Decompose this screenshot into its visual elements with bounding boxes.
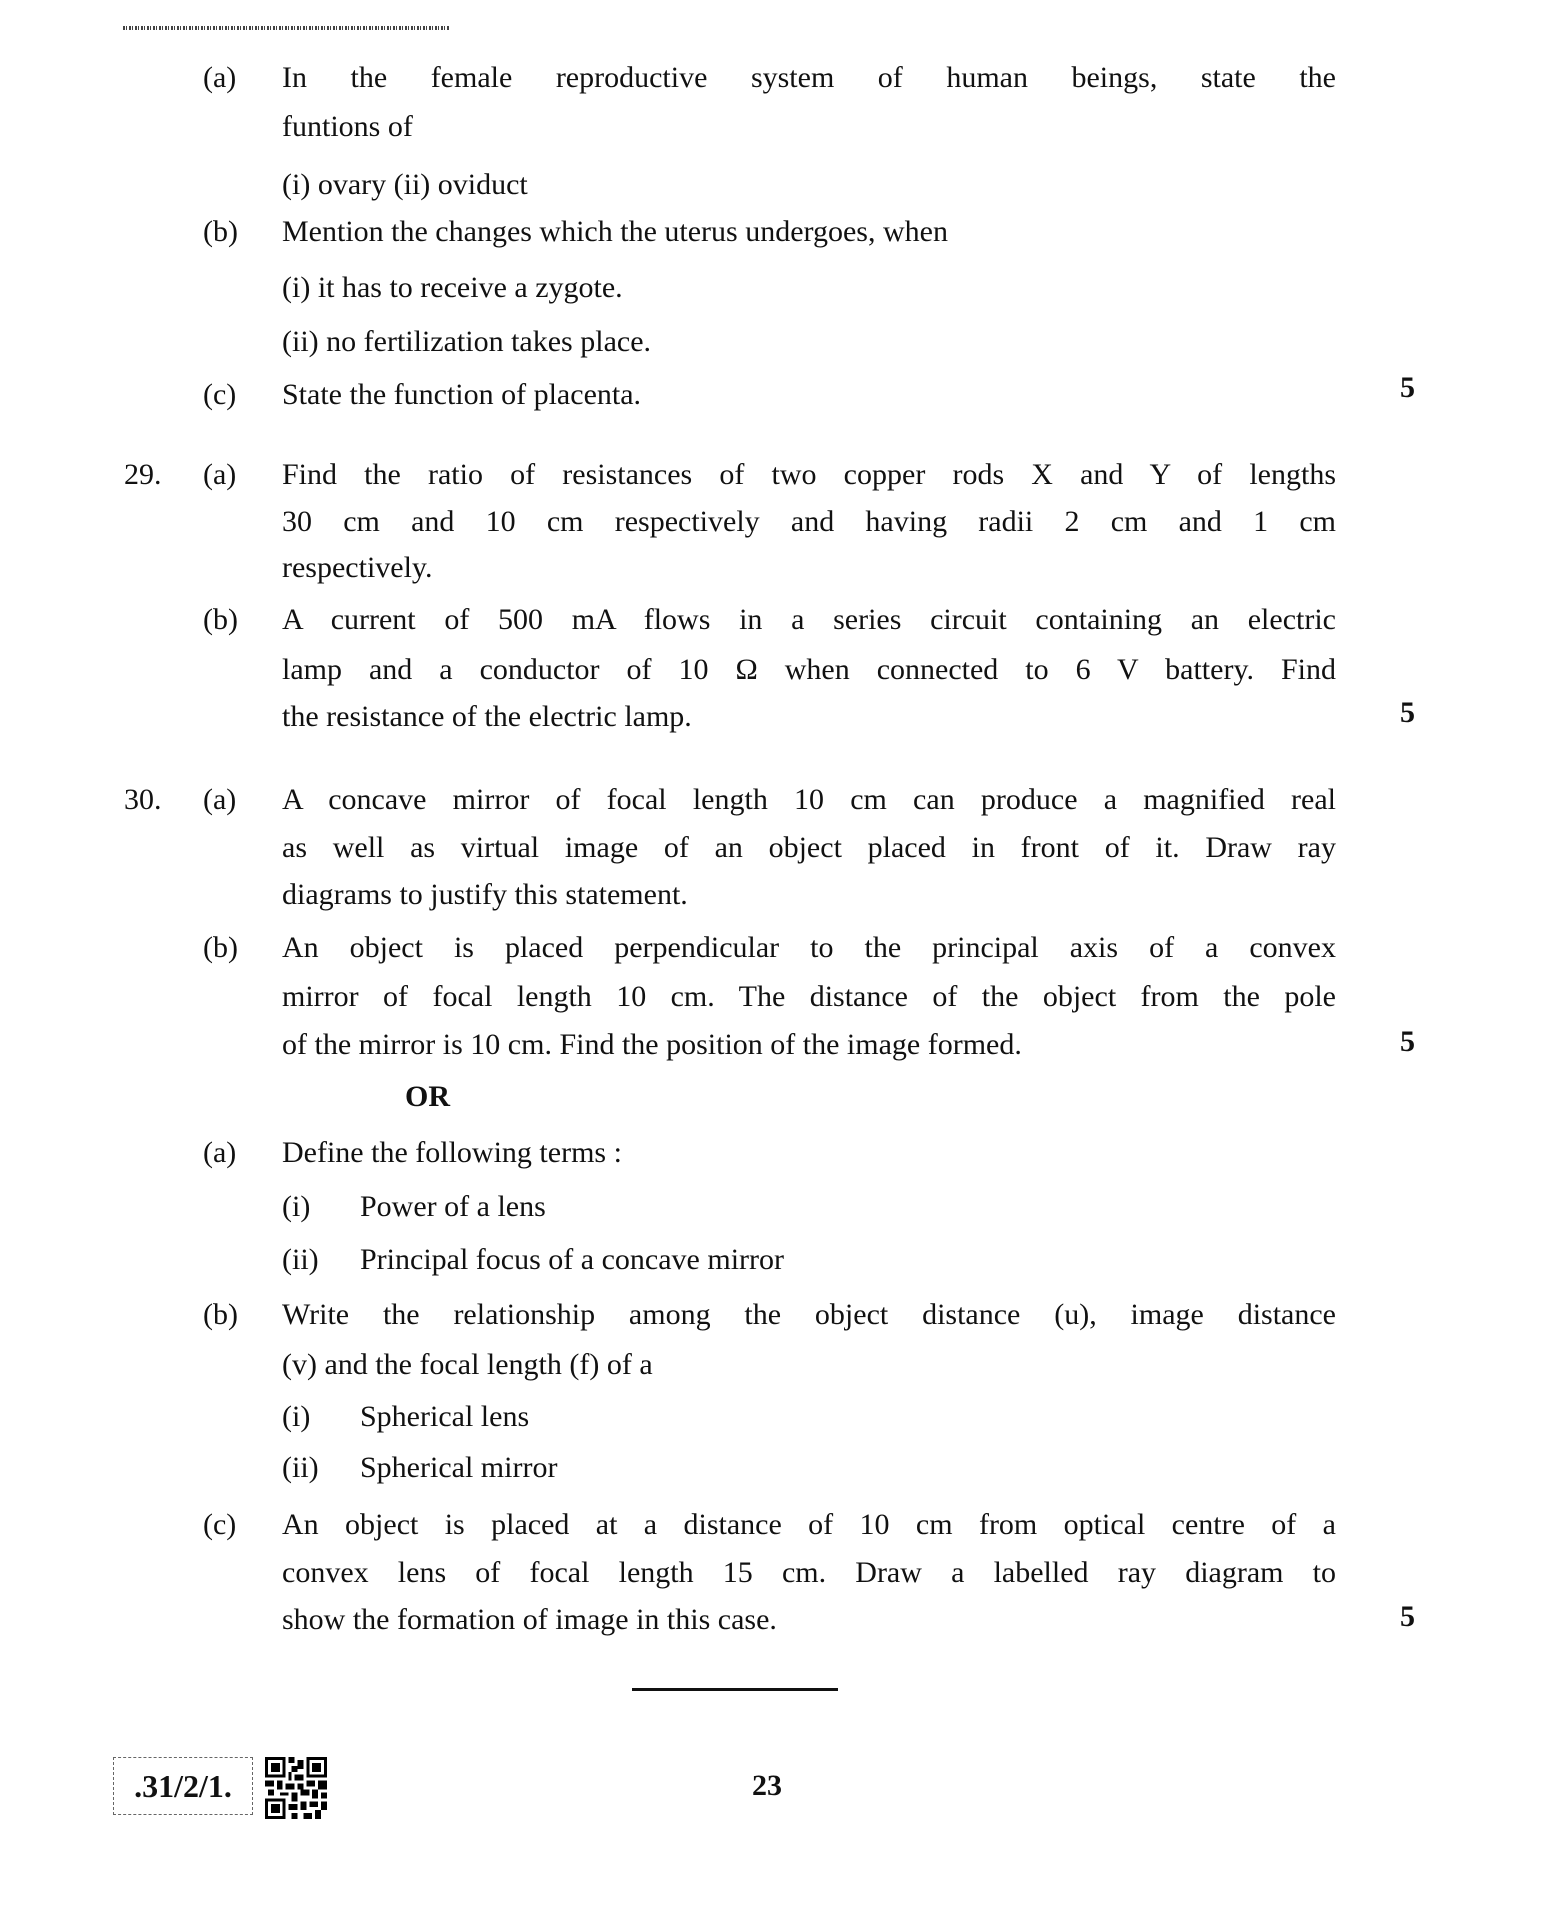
q30-b-line-2: mirror of focal length 10 cm. The distance of the object from the pole <box>282 980 1336 1013</box>
q30-alt-a-item-2-text: Principal focus of a concave mirror <box>360 1243 784 1276</box>
q29-b-label: (b) <box>203 603 238 636</box>
q30-alt-b-line-2: (v) and the focal length (f) of a <box>282 1348 653 1381</box>
or-divider: OR <box>405 1080 450 1113</box>
q28-c-label: (c) <box>203 378 237 411</box>
q30-b-label: (b) <box>203 931 238 964</box>
q28-marks: 5 <box>1400 371 1415 404</box>
q29-b-line-3: the resistance of the electric lamp. <box>282 700 692 733</box>
q28-a-sub: (i) ovary (ii) oviduct <box>282 168 528 201</box>
q30-marks: 5 <box>1400 1025 1415 1058</box>
q30-alt-a-item-2-label: (ii) <box>282 1243 319 1276</box>
q30-alt-a-item-1-text: Power of a lens <box>360 1190 546 1223</box>
q30-alt-b-label: (b) <box>203 1298 238 1331</box>
q30-a-line-3: diagrams to justify this statement. <box>282 878 688 911</box>
q29-a-label: (a) <box>203 458 237 491</box>
q30-alt-a-label: (a) <box>203 1136 237 1169</box>
q30-a-label: (a) <box>203 783 237 816</box>
q30-alt-a-line: Define the following terms : <box>282 1136 622 1169</box>
q30-b-line-1: An object is placed perpendicular to the principal axis of a convex <box>282 931 1336 964</box>
q29-a-line-1: Find the ratio of resistances of two copper rods X and Y of lengths <box>282 458 1336 491</box>
q30-alt-a-item-1-label: (i) <box>282 1190 311 1223</box>
q30-alt-c-line-2: convex lens of focal length 15 cm. Draw a labelled ray diagram to <box>282 1556 1336 1589</box>
q30-a-line-1: A concave mirror of focal length 10 cm can produce a magnified real <box>282 783 1336 816</box>
q30-alt-marks: 5 <box>1400 1600 1415 1633</box>
q29-marks: 5 <box>1400 696 1415 729</box>
end-separator-rule <box>632 1688 838 1691</box>
paper-code: .31/2/1. <box>134 1767 232 1804</box>
qr-code-icon <box>265 1757 327 1819</box>
q29-b-line-1: A current of 500 mA flows in a series circuit containing an electric <box>282 603 1336 636</box>
q30-alt-c-line-1: An object is placed at a distance of 10 cm from optical centre of a <box>282 1508 1336 1541</box>
q30-alt-c-label: (c) <box>203 1508 237 1541</box>
header-dotted-rule <box>123 26 450 30</box>
q28-b-sub-ii: (ii) no fertilization takes place. <box>282 325 652 358</box>
q28-a-line-2: funtions of <box>282 110 413 143</box>
q28-a-line-1: In the female reproductive system of human beings, state the <box>282 61 1336 94</box>
q29-a-line-3: respectively. <box>282 551 433 584</box>
page-number: 23 <box>752 1769 782 1802</box>
q30-alt-b-item-2-text: Spherical mirror <box>360 1451 558 1484</box>
q30-alt-c-line-3: show the formation of image in this case. <box>282 1603 777 1636</box>
q29-number: 29. <box>124 458 162 491</box>
q29-b-line-2: lamp and a conductor of 10 Ω when connected to 6 V battery. Find <box>282 653 1336 686</box>
q28-b-line: Mention the changes which the uterus undergoes, when <box>282 215 948 248</box>
q30-b-line-3: of the mirror is 10 cm. Find the position of the image formed. <box>282 1028 1022 1061</box>
q28-c-line: State the function of placenta. <box>282 378 642 411</box>
q30-alt-b-item-2-label: (ii) <box>282 1451 319 1484</box>
q28-b-sub-i: (i) it has to receive a zygote. <box>282 271 623 304</box>
q30-alt-b-item-1-label: (i) <box>282 1400 311 1433</box>
q30-number: 30. <box>124 783 162 816</box>
q30-a-line-2: as well as virtual image of an object placed in front of it. Draw ray <box>282 831 1336 864</box>
q28-b-label: (b) <box>203 215 238 248</box>
paper-code-box <box>113 1757 253 1815</box>
q30-alt-b-item-1-text: Spherical lens <box>360 1400 530 1433</box>
q28-a-label: (a) <box>203 61 237 94</box>
q29-a-line-2: 30 cm and 10 cm respectively and having radii 2 cm and 1 cm <box>282 505 1336 538</box>
q30-alt-b-line-1: Write the relationship among the object distance (u), image distance <box>282 1298 1336 1331</box>
